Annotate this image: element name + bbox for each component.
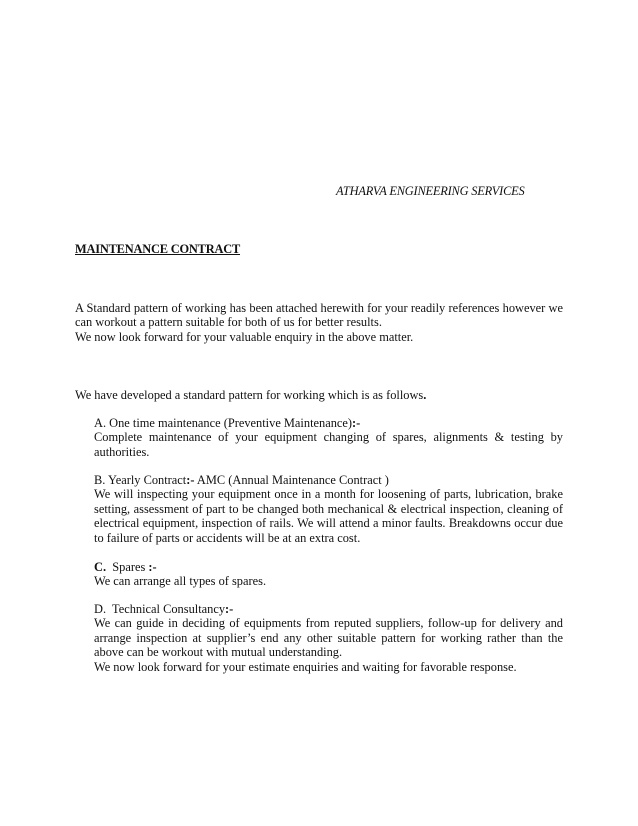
intro-section — [75, 301, 563, 344]
section-a-heading — [94, 416, 563, 430]
section-d — [94, 602, 563, 674]
section-b-heading — [94, 473, 563, 487]
section-d-body: We can guide in deciding of equipments from reputed suppliers, follow-up for delivery and arrange inspection at supplier’s end any other suitable pattern for working rather than the above can be workout with mutual understanding. — [94, 616, 563, 660]
developed-pattern-line — [75, 388, 563, 402]
section-a-title: A. One time maintenance (Preventive Maintenance) — [94, 416, 353, 430]
section-a-body: Complete maintenance of your equipment changing of spares, alignments & testing by authorities. — [94, 430, 563, 459]
section-c-suffix: :- — [148, 560, 157, 574]
document-title: MAINTENANCE CONTRACT — [75, 242, 241, 256]
section-b — [94, 473, 563, 545]
intro-enquiry-line: We now look forward for your valuable enquiry in the above matter. — [75, 329, 414, 344]
developed-period: . — [423, 388, 427, 402]
section-d-suffix: :- — [225, 602, 234, 616]
section-b-suffix: :- — [186, 473, 195, 487]
section-a-suffix: :- — [352, 416, 361, 430]
section-c — [94, 560, 563, 589]
section-b-title-rest: AMC (Annual Maintenance Contract ) — [194, 473, 389, 487]
intro-paragraph: A Standard pattern of working has been attached herewith for your readily references however we can workout a pattern suitable for both of us for better results. — [75, 301, 563, 330]
section-b-body: We will inspecting your equipment once in a month for loosening of parts, lubrication, brake setting, assessment of part to be changed both mechanical & electrical inspection, cleaning of electrical equipment, inspection of rails. We will attend a minor faults. Breakdowns occur due to failure of parts or accidents will be at an extra cost. — [94, 487, 563, 545]
section-c-letter: C. — [94, 560, 107, 574]
company-name: ATHARVA ENGINEERING SERVICES — [336, 184, 525, 198]
section-a — [94, 416, 563, 459]
section-c-heading — [94, 560, 563, 574]
section-c-body: We can arrange all types of spares. — [94, 574, 267, 589]
section-c-title: Spares — [106, 560, 149, 574]
section-d-closing: We now look forward for your estimate enquiries and waiting for favorable response. — [94, 659, 517, 674]
developed-text: We have developed a standard pattern for working which is as follows — [75, 388, 424, 402]
section-d-title: D. Technical Consultancy — [94, 602, 226, 616]
section-b-title: B. Yearly Contract — [94, 473, 187, 487]
section-d-heading — [94, 602, 563, 616]
